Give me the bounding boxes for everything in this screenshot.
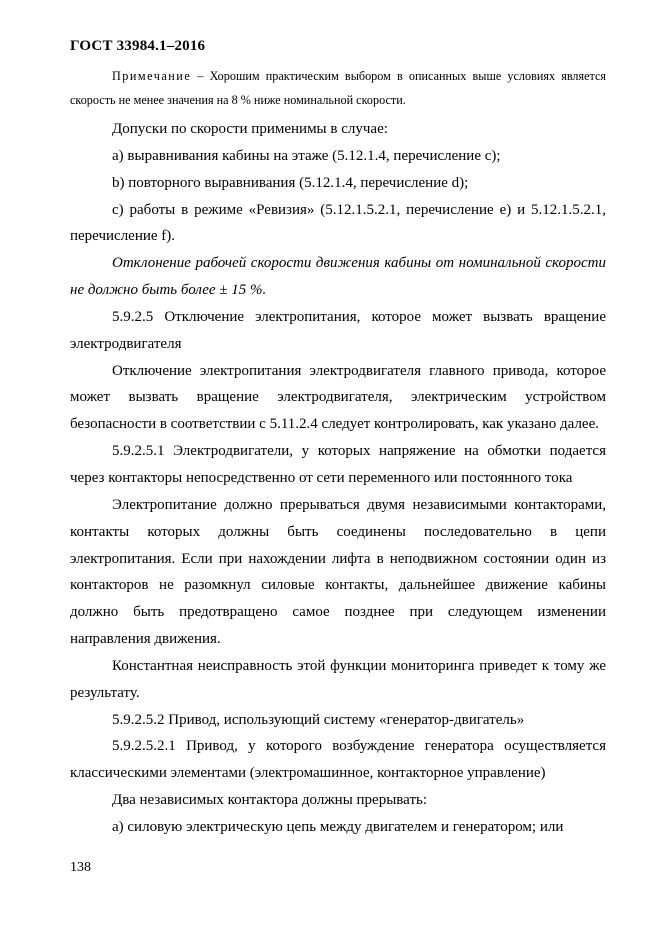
paragraph: Электропитание должно прерываться двумя независимыми контакторами, контакты которых должны быть соединены последовательно в цепи электропитания. Если при нахождении лифта в неподвижном состоянии один из контакторов не разомкнул силовые контакты, дальнейшее движение кабины должно быть предотвращено самое позднее при следующем изменении направления движения. [70,496,606,648]
paragraph: Допуски по скорости применимы в случае: [112,121,388,137]
list-item: b) повторного выравнивания (5.12.1.4, перечисление d); [112,174,469,191]
list-item: a) силовую электрическую цепь между двигателем и генератором; или [112,818,564,835]
paragraph: Два независимых контактора должны прерывать: [112,792,428,809]
page-number: 138 [70,860,91,875]
paragraph: Константная неисправность этой функции мониторинга приведет к тому же результату. [70,657,606,701]
list-item: c) работы в режиме «Ревизия» (5.12.1.5.2.1, перечисление e) и 5.12.1.5.2.1, перечисление f). [70,201,606,245]
note-label: Примечание [112,69,192,83]
section-heading: 5.9.2.5.2.1 Привод, у которого возбуждение генератора осуществляется классическими элементами (электромашинное, контакторное управление) [70,738,606,782]
note-paragraph [70,64,606,112]
section-heading: 5.9.2.5 Отключение электропитания, которое может вызвать вращение электродвигателя [70,308,606,352]
paragraph: Отключение электропитания электродвигателя главного привода, которое может вызвать вращение электродвигателя, электрическим устройством безопасности в соответствии с 5.11.2.4 следует контролировать, как указано далее. [70,362,606,433]
note-block [70,64,606,112]
section-heading: 5.9.2.5.2 Привод, использующий систему «генератор-двигатель» [112,711,525,728]
section-heading: 5.9.2.5.1 Электродвигатели, у которых напряжение на обмотки подается через контакторы непосредственно от сети переменного или постоянного тока [70,443,606,486]
italic-paragraph: Отклонение рабочей скорости движения кабины от номинальной скорости не должно быть более ± 15 %. [70,255,606,299]
document-body [70,116,606,841]
note-text: – Хорошим практическим выбором в описанных выше условиях является скорость не менее значения на 8 % ниже номинальной скорости. [70,69,606,107]
document-header: ГОСТ 33984.1–2016 [70,38,206,54]
list-item: a) выравнивания кабины на этаже (5.12.1.4, перечисление c); [112,147,501,164]
